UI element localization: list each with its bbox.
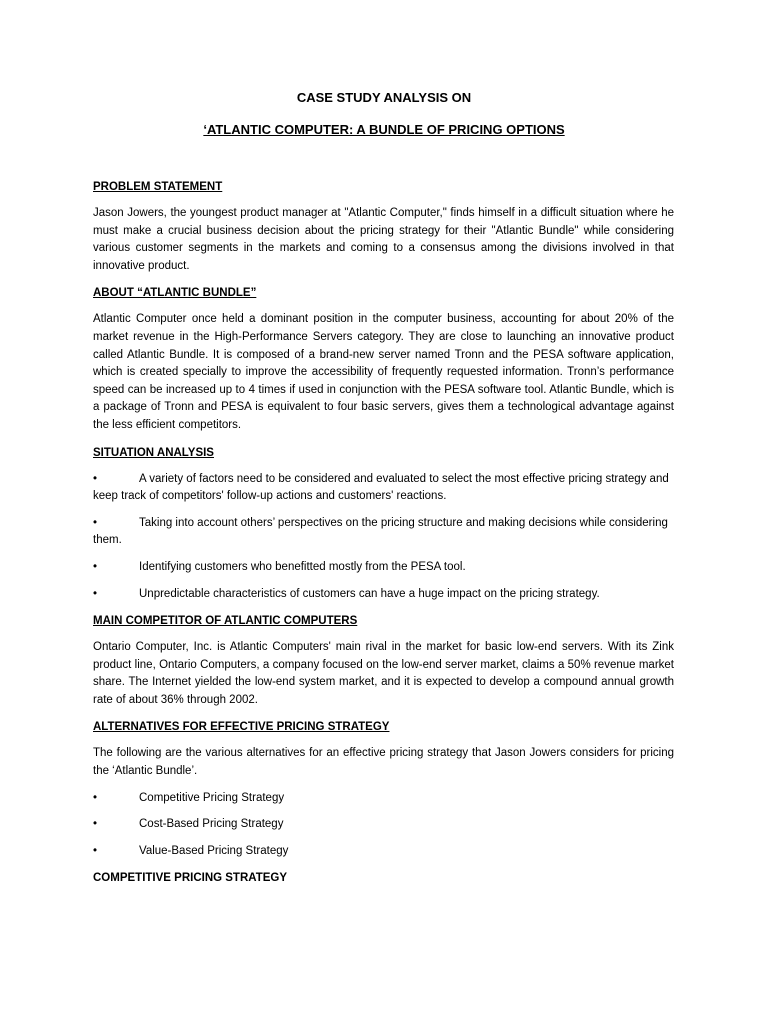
list-item-text: Cost-Based Pricing Strategy — [139, 818, 284, 831]
list-item — [93, 471, 674, 506]
bullet-icon: • — [93, 818, 98, 831]
list-item — [93, 790, 674, 808]
bullet-icon: • — [93, 472, 98, 485]
list-item-text: Value-Based Pricing Strategy — [139, 844, 289, 857]
alternatives-text: The following are the various alternatives for an effective pricing strategy that Jason Jowers considers for pricing the ‘Atlantic Bundle’. — [93, 747, 674, 778]
list-item-text: Competitive Pricing Strategy — [139, 791, 285, 804]
competitive-pricing-heading: COMPETITIVE PRICING STRATEGY — [93, 872, 288, 885]
about-bundle-text: Atlantic Computer once held a dominant position in the computer business, accounting for about 20% of the market revenue in the High-Performance Servers category. They are close to launching an innovative product called Atlantic Bundle. It is composed of a brand-new server named Tronn and the PESA software application, which is created specially to improve the accessibility of frequently requested information. Tronn’s performance speed can be increased up to 4 times if used in conjunction with the PESA software tool. Atlantic Bundle, which is a package of Tronn and PESA is equivalent to four basic servers, gives them a technological advantage against the less efficient competitors. — [93, 313, 674, 431]
list-item — [93, 586, 674, 604]
list-item — [93, 559, 674, 577]
main-competitor-heading: MAIN COMPETITOR OF ATLANTIC COMPUTERS — [93, 615, 358, 628]
list-item — [93, 843, 674, 861]
list-item-text: Taking into account others’ perspectives on the pricing structure and making decisions while considering them. — [93, 516, 668, 547]
main-competitor-text: Ontario Computer, Inc. is Atlantic Computers' main rival in the market for basic low-end servers. With its Zink product line, Ontario Computers, a company focused on the low-end server market, claims a 50% revenue market share. The Internet yielded the low-end system market, and it is expected to develop a compound annual growth rate of about 36% through 2002. — [93, 641, 674, 706]
problem-statement-heading: PROBLEM STATEMENT — [93, 181, 223, 193]
list-item-text: A variety of factors need to be considered and evaluated to select the most effective pricing strategy and keep track of competitors' follow-up actions and customers' reactions. — [93, 472, 669, 503]
bullet-icon: • — [93, 560, 98, 573]
document-body — [93, 178, 674, 896]
list-item — [93, 515, 674, 550]
bullet-icon: • — [93, 844, 98, 857]
bullet-icon: • — [93, 516, 98, 529]
document-title: CASE STUDY ANALYSIS ON — [296, 90, 472, 105]
about-bundle-heading: ABOUT “ATLANTIC BUNDLE” — [93, 287, 257, 300]
alternatives-heading: ALTERNATIVES FOR EFFECTIVE PRICING STRATEGY — [93, 721, 390, 734]
list-item — [93, 816, 674, 834]
bullet-icon: • — [93, 791, 98, 804]
list-item-text: Unpredictable characteristics of customers can have a huge impact on the pricing strategy. — [139, 587, 600, 600]
situation-analysis-heading: SITUATION ANALYSIS — [93, 446, 214, 459]
list-item-text: Identifying customers who benefitted mostly from the PESA tool. — [139, 560, 466, 573]
document-subtitle: ‘ATLANTIC COMPUTER: A BUNDLE OF PRICING OPTIONS — [203, 122, 565, 137]
bullet-icon: • — [93, 587, 98, 600]
problem-statement-text: Jason Jowers, the youngest product manager at "Atlantic Computer," finds himself in a difficult situation where he must make a crucial business decision about the pricing strategy for their "Atlantic Bundle" while considering various customer segments in the markets and coming to a consensus among the divisions involved in that innovative product. — [93, 207, 674, 272]
